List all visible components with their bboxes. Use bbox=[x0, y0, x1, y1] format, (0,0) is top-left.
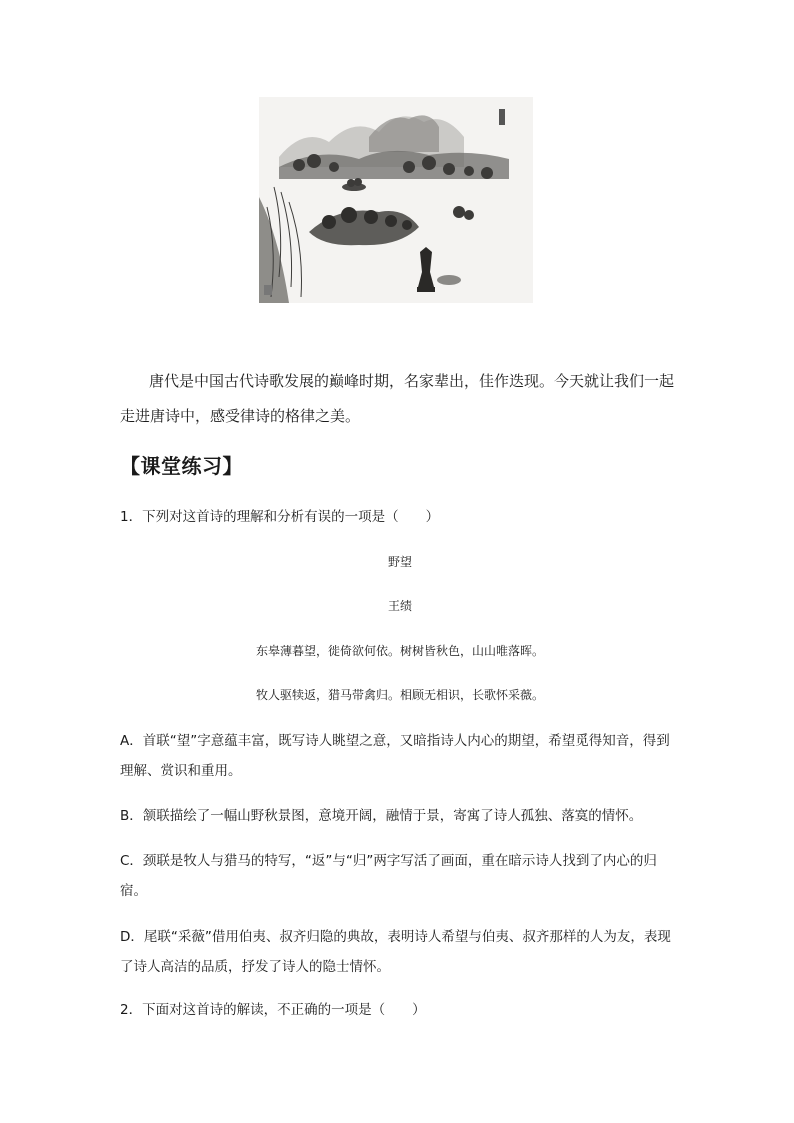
poem-title: 野望 bbox=[387, 555, 412, 569]
poem-author: 王绩 bbox=[387, 599, 412, 613]
option-d: D．尾联“采薇”借用伯夷、叔齐归隐的典故，表明诗人希望与伯夷、叔齐那样的人为友，表现了诗人高洁的品质，抒发了诗人的隐士情怀。 bbox=[120, 929, 671, 975]
poem-line-1: 东皋薄暮望，徙倚欲何依。树树皆秋色，山山唯落晖。 bbox=[255, 644, 544, 658]
section-title: 【课堂练习】 bbox=[120, 454, 243, 478]
option-c: C．颈联是牧人与猎马的特写，“返”与“归”两字写活了画面，重在暗示诗人找到了内心的归宿。 bbox=[120, 853, 657, 899]
poem-line-2: 牧人驱犊返，猎马带禽归。相顾无相识，长歌怀采薇。 bbox=[255, 688, 544, 702]
option-a: A．首联“望”字意蕴丰富，既写诗人眺望之意，又暗指诗人内心的期望，希望觅得知音，得到理解、赏识和重用。 bbox=[120, 733, 670, 779]
option-b: B．颔联描绘了一幅山野秋景图，意境开阔，融情于景，寄寓了诗人孤独、落寞的情怀。 bbox=[120, 808, 643, 824]
landscape-painting bbox=[259, 97, 533, 303]
question-1-stem: 1．下列对这首诗的理解和分析有误的一项是（ ） bbox=[120, 509, 440, 525]
intro-paragraph: 唐代是中国古代诗歌发展的巅峰时期，名家辈出，佳作迭现。今天就让我们一起走进唐诗中，感受律诗的格律之美。 bbox=[120, 372, 675, 425]
question-2-stem: 2．下面对这首诗的解读，不正确的一项是（ ） bbox=[120, 1002, 426, 1018]
